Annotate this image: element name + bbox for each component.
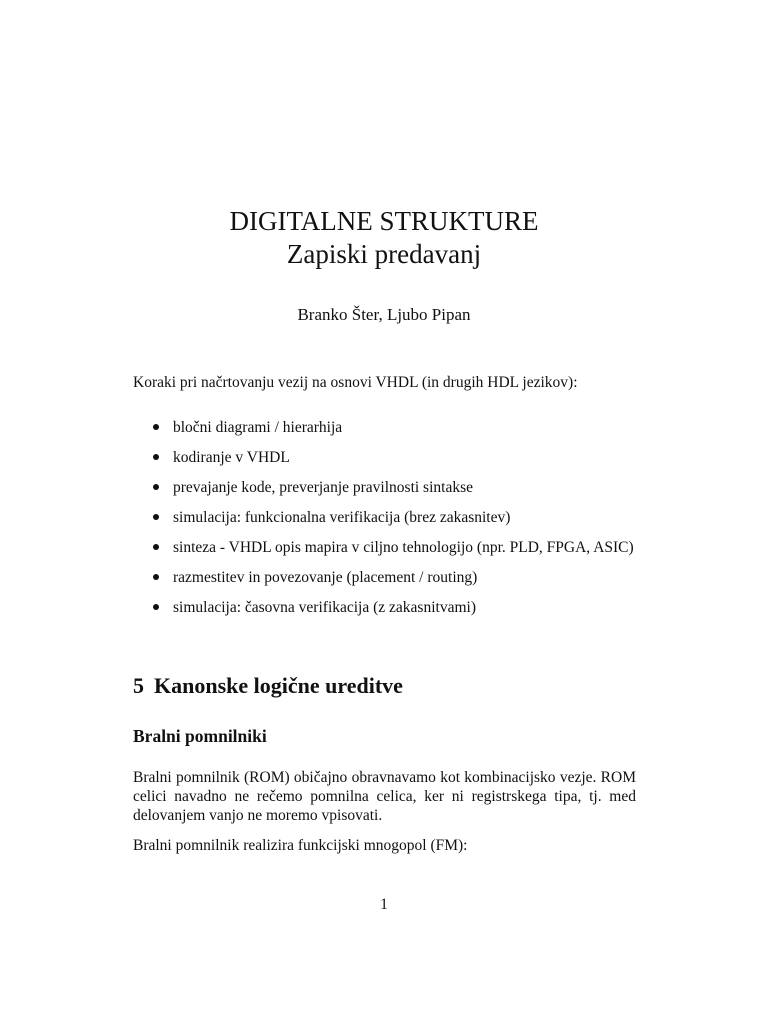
section-number: 5 [133, 673, 144, 698]
bullet-icon [153, 514, 159, 520]
list-item [153, 598, 637, 617]
section-title: Kanonske logične ureditve [154, 673, 403, 698]
section-heading [133, 673, 403, 699]
document-title: DIGITALNE STRUKTURE [229, 206, 539, 236]
list-item-text: simulacija: časovna verifikacija (z zakasnitvami) [173, 599, 476, 616]
list-item [153, 538, 637, 557]
bullet-icon [153, 424, 159, 430]
list-item-text: bločni diagrami / hierarhija [173, 419, 343, 436]
list-item-text: kodiranje v VHDL [173, 449, 290, 466]
list-item [153, 508, 637, 527]
bullet-icon [153, 484, 159, 490]
bullet-icon [153, 454, 159, 460]
bullet-icon [153, 604, 159, 610]
list-item [153, 418, 637, 437]
list-item-text: prevajanje kode, preverjanje pravilnosti sintakse [173, 479, 473, 496]
document-subtitle: Zapiski predavanj [286, 239, 482, 269]
list-item-text: sinteza - VHDL opis mapira v ciljno tehnologijo (npr. PLD, FPGA, ASIC) [173, 539, 634, 556]
list-item-text: razmestitev in povezovanje (placement / routing) [173, 569, 478, 586]
authors: Branko Šter, Ljubo Pipan [297, 305, 471, 324]
body-paragraph: Bralni pomnilnik (ROM) običajno obravnavamo kot kombinacijsko vezje. ROM celici navadno ne rečemo pomnilna celica, ker ni registrskega tipa, tj. med delovanjem vanjo ne moremo vpisovati. [133, 769, 636, 824]
page-number: 1 [380, 896, 388, 913]
intro-paragraph: Koraki pri načrtovanju vezij na osnovi VHDL (in drugih HDL jezikov): [133, 374, 578, 391]
list-item [153, 568, 637, 587]
title-block [0, 205, 768, 271]
body-paragraph: Bralni pomnilnik realizira funkcijski mnogopol (FM): [133, 837, 468, 854]
list-item [153, 448, 637, 467]
list-item [153, 478, 637, 497]
bullet-icon [153, 544, 159, 550]
list-item-text: simulacija: funkcionalna verifikacija (brez zakasnitev) [173, 509, 511, 526]
subsection-heading: Bralni pomnilniki [133, 726, 267, 746]
steps-list [153, 418, 637, 628]
bullet-icon [153, 574, 159, 580]
